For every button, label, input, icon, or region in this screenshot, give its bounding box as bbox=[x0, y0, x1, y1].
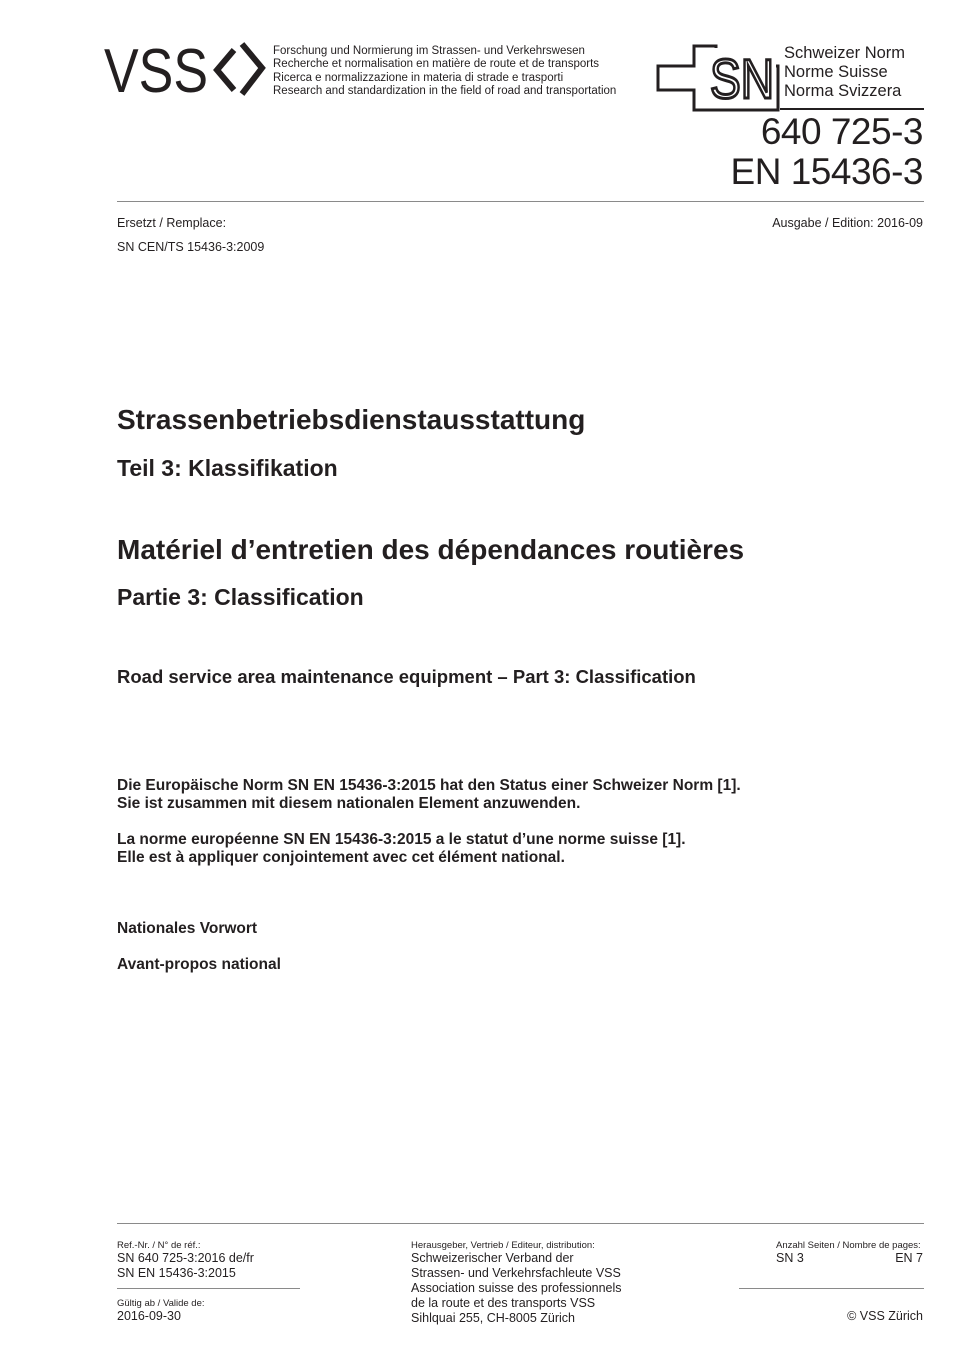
pages-label: Anzahl Seiten / Nombre de pages: bbox=[776, 1240, 921, 1251]
publisher-label: Herausgeber, Vertrieb / Editeur, distribution: bbox=[411, 1240, 595, 1251]
publisher-line: de la route et des transports VSS bbox=[411, 1296, 596, 1310]
vss-tagline-de: Forschung und Normierung im Strassen- und Verkehrswesen bbox=[273, 45, 585, 57]
publisher-line: Schweizerischer Verband der bbox=[411, 1251, 574, 1265]
sn-names bbox=[784, 44, 905, 101]
statement-fr bbox=[117, 831, 686, 867]
fr-subtitle: Partie 3: Classification bbox=[117, 584, 364, 610]
vss-logo-text: VSS bbox=[104, 37, 208, 106]
sn-name-fr: Norme Suisse bbox=[784, 63, 888, 81]
replaces-value: SN CEN/TS 15436-3:2009 bbox=[117, 240, 265, 254]
vss-tagline bbox=[273, 45, 616, 98]
fr-title: Matériel d’entretien des dépendances routières bbox=[117, 534, 745, 565]
statement-fr-line: Elle est à appliquer conjointement avec cet élément national. bbox=[117, 849, 565, 866]
vss-chevron-left-icon bbox=[217, 50, 234, 90]
edition: Ausgabe / Edition: 2016-09 bbox=[772, 216, 923, 230]
valid-value: 2016-09-30 bbox=[117, 1309, 181, 1323]
publisher-line: Association suisse des professionnels bbox=[411, 1281, 622, 1295]
footer-divider bbox=[117, 1223, 924, 1224]
statement-de-line: Die Europäische Norm SN EN 15436-3:2015 hat den Status einer Schweizer Norm [1]. bbox=[117, 777, 741, 794]
statement-de-line: Sie ist zusammen mit diesem nationalen Element anzuwenden. bbox=[117, 795, 581, 812]
vss-tagline-it: Ricerca e normalizzazione in materia di strade e trasporti bbox=[273, 71, 564, 84]
ref-value-2: SN EN 15436-3:2015 bbox=[117, 1266, 236, 1280]
pages-en: EN 7 bbox=[895, 1251, 923, 1265]
sn-name-de: Schweizer Norm bbox=[784, 44, 906, 62]
replaces-label: Ersetzt / Remplace: bbox=[117, 216, 227, 230]
sn-name-it: Norma Svizzera bbox=[784, 82, 902, 100]
vss-tagline-fr: Recherche et normalisation en matière de route et de transports bbox=[273, 58, 600, 71]
vss-logo bbox=[104, 37, 266, 106]
statement-de bbox=[117, 777, 741, 813]
footer-right-divider bbox=[739, 1288, 924, 1289]
de-subtitle: Teil 3: Klassifikation bbox=[117, 455, 338, 481]
vss-chevron-right-icon bbox=[242, 44, 262, 94]
valid-label: Gültig ab / Valide de: bbox=[117, 1298, 205, 1309]
section-national-foreword-de: Nationales Vorwort bbox=[117, 920, 258, 937]
section-national-foreword-fr: Avant-propos national bbox=[117, 956, 281, 973]
publisher-line: Sihlquai 255, CH-8005 Zürich bbox=[411, 1311, 575, 1325]
footer-left-divider bbox=[117, 1288, 300, 1289]
en-title: Road service area maintenance equipment – Part 3: Classification bbox=[117, 666, 696, 687]
de-title: Strassenbetriebsdienstausstattung bbox=[117, 404, 586, 435]
publisher-line: Strassen- und Verkehrsfachleute VSS bbox=[411, 1266, 621, 1280]
pages-sn: SN 3 bbox=[776, 1251, 804, 1265]
sn-logo-text: SN bbox=[710, 47, 774, 110]
copyright: © VSS Zürich bbox=[847, 1309, 923, 1323]
ref-value-1: SN 640 725-3:2016 de/fr bbox=[117, 1251, 254, 1265]
en-standard-number: EN 15436-3 bbox=[730, 151, 923, 192]
sn-logo bbox=[656, 44, 780, 112]
sn-underline bbox=[780, 108, 924, 110]
statement-fr-line: La norme européenne SN EN 15436-3:2015 a le statut d’une norme suisse [1]. bbox=[117, 831, 686, 848]
ref-label: Ref.-Nr. / N° de réf.: bbox=[117, 1240, 201, 1251]
vss-tagline-en: Research and standardization in the field of road and transportation bbox=[273, 84, 617, 97]
standard-number: 640 725-3 bbox=[760, 111, 923, 152]
header-divider bbox=[117, 201, 924, 202]
